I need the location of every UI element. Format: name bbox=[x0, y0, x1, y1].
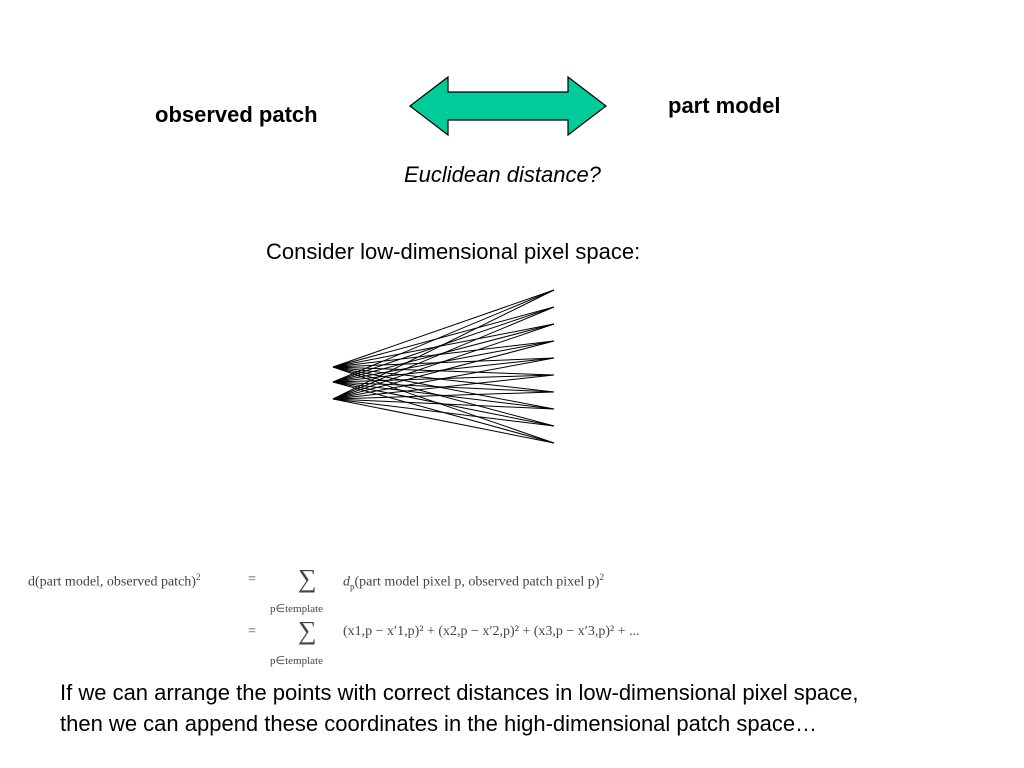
connection-line bbox=[333, 307, 554, 367]
double-headed-arrow-icon bbox=[408, 75, 608, 137]
conclusion-line-1: If we can arrange the points with correct distances in low-dimensional pixel space, bbox=[60, 680, 859, 705]
connection-line bbox=[333, 324, 554, 367]
formula-sum-sub-1: p∈template bbox=[270, 603, 323, 615]
formula-lhs: d(part model, observed patch) bbox=[28, 574, 196, 590]
formula-sum-2: ∑ bbox=[298, 616, 317, 645]
formula-equals-1: = bbox=[248, 572, 256, 587]
formula-equals-2: = bbox=[248, 624, 256, 639]
connection-line bbox=[333, 307, 554, 399]
consider-pixel-space-heading: Consider low-dimensional pixel space: bbox=[266, 239, 641, 264]
pixel-space-lines-diagram bbox=[320, 280, 570, 455]
connection-line bbox=[333, 399, 554, 409]
formula-rhs-1: (part model pixel p, observed patch pixel p) bbox=[354, 574, 600, 590]
connection-line bbox=[333, 399, 554, 443]
formula-rhs-2: (x1,p − x′1,p)² + (x2,p − x′2,p)² + (x3,p − x′3,p)² + ... bbox=[343, 624, 640, 639]
distance-formula: d(part model, observed patch)$^2$ = ∑ p∈template $d_p(part$ model pixel p, observed patch pixel p)$^2$ = ∑ p∈template (x1,p − x′1,p)² + (x2,p − x′2,p)² + (x3,p − x′3,p)² + ... bbox=[28, 564, 640, 667]
connection-line bbox=[333, 290, 554, 367]
formula-sum-1: ∑ bbox=[298, 564, 317, 593]
euclidean-distance-question: Euclidean distance? bbox=[404, 162, 601, 187]
part-model-label: part model bbox=[668, 93, 781, 118]
conclusion-line-2: then we can append these coordinates in the high-dimensional patch space… bbox=[60, 711, 818, 736]
formula-dp: d bbox=[343, 574, 350, 590]
connection-line bbox=[333, 290, 554, 382]
connection-line bbox=[333, 358, 554, 367]
formula-sum-sub-2: p∈template bbox=[270, 655, 323, 667]
observed-patch-label: observed patch bbox=[155, 102, 318, 127]
conclusion-text bbox=[60, 677, 1010, 739]
formula-dp-sub: p bbox=[350, 581, 355, 592]
